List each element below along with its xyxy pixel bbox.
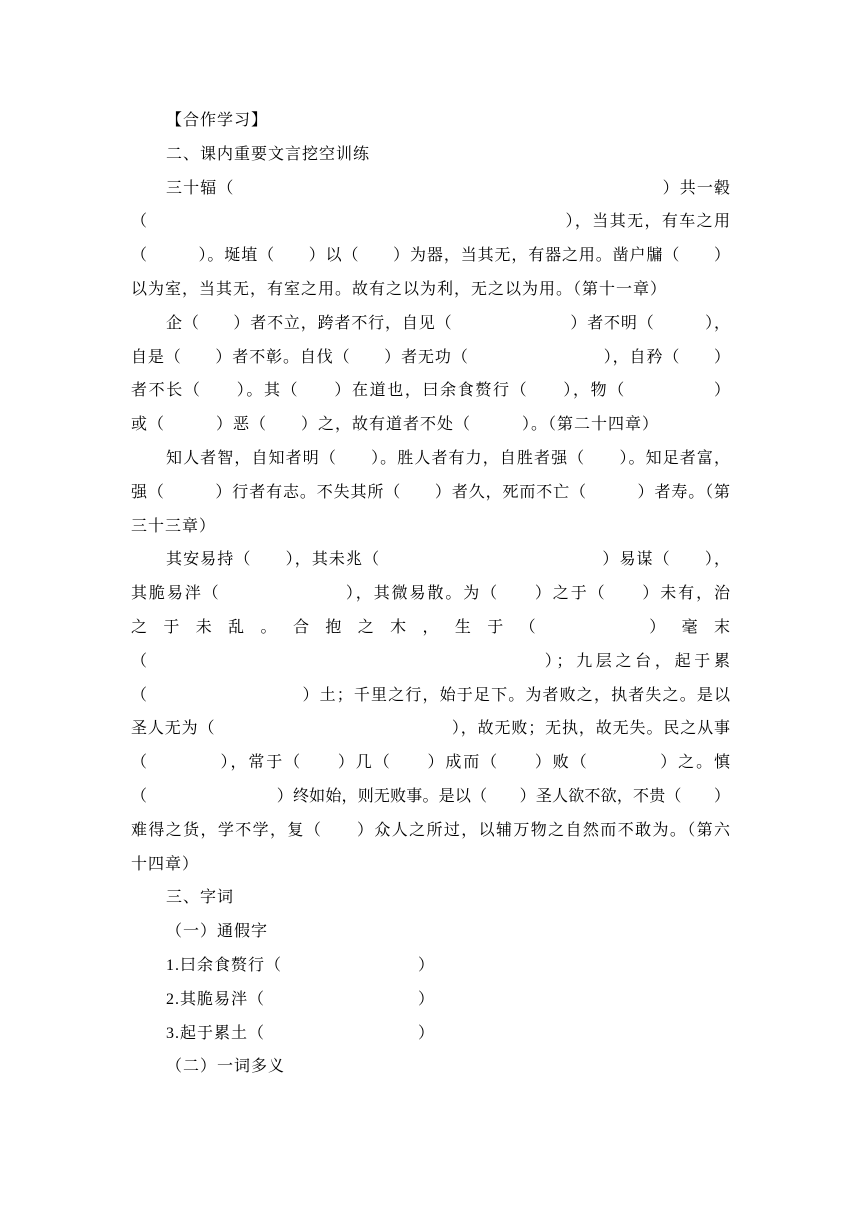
passage-line: 其脆易泮（ ），其微易散。为（ ）之于（ ）未有，治 (131, 585, 730, 603)
part-three-title: 三、字词 (166, 889, 235, 907)
passage-chapter-24 (131, 307, 730, 442)
passage-line: 三十三章） (131, 517, 217, 535)
passage-line: 强（ ）行者有志。不失其所（ ）者久，死而不亡（ ）者寿。（第 (131, 483, 730, 501)
passage-line: 企（ ）者不立，跨者不行，自见（ ）者不明（ ）， (166, 314, 730, 332)
passage-line: （ ）。埏埴（ ）以（ ）为器，当其无，有器之用。凿户牖（ ） (131, 247, 730, 265)
passage-line: 三十辐（ ）共一毂 (166, 179, 730, 197)
passage-line: （ ）；九层之台，起于累 (131, 652, 730, 670)
passage-line: 知人者智，自知者明（ ）。胜人者有力，自胜者强（ ）。知足者富， (166, 449, 730, 467)
loan-character-item: 1.曰余食赘行（ ） (166, 956, 436, 974)
passage-line: 自是（ ）者不彰。自伐（ ）者无功（ ），自矜（ ） (131, 348, 730, 366)
passage-line: （ ），当其无，有车之用 (131, 213, 730, 231)
passage-line: （ ）终如始，则无败事。是以（ ）圣人欲不欲，不贵（ ） (131, 787, 730, 805)
part-two-title: 二、课内重要文言挖空训练 (166, 145, 371, 163)
passage-line: 或（ ）恶（ ）之，故有道者不处（ ）。（第二十四章） (131, 416, 660, 434)
passage-line: （ ）土；千里之行，始于足下。为者败之，执者失之。是以 (131, 686, 730, 704)
passage-line: 十四章） (131, 855, 200, 873)
passage-line: 难得之货，学不学，复（ ）众人之所过，以辅万物之自然而不敢为。（第六 (131, 821, 730, 839)
subsection-title-loan-characters: （一）通假字 (166, 923, 269, 941)
passage-chapter-64 (131, 543, 730, 881)
document-page (131, 104, 730, 1084)
loan-character-item: 2.其脆易泮（ ） (166, 990, 436, 1008)
passage-chapter-33 (131, 442, 730, 543)
passage-line: 之于未乱。合抱之木，生于（ ）毫末 (131, 618, 730, 636)
section-heading: 【合作学习】 (166, 112, 269, 129)
passage-line: 者不长（ ）。其（ ）在道也，曰余食赘行（ ），物（ ） (131, 382, 730, 400)
passage-line: 以为室，当其无，有室之用。故有之以为利，无之以为用。（第十一章） (131, 280, 668, 298)
passage-line: 其安易持（ ），其未兆（ ）易谋（ ）， (166, 551, 730, 569)
loan-character-item: 3.起于累土（ ） (166, 1024, 436, 1042)
subsection-title-polysemy: （二）一词多义 (166, 1058, 286, 1076)
passage-line: （ ），常于（ ）几（ ）成而（ ）败（ ）之。慎 (131, 754, 730, 772)
passage-chapter-11 (131, 172, 730, 307)
passage-line: 圣人无为（ ），故无败；无执，故无失。民之从事 (131, 720, 730, 738)
